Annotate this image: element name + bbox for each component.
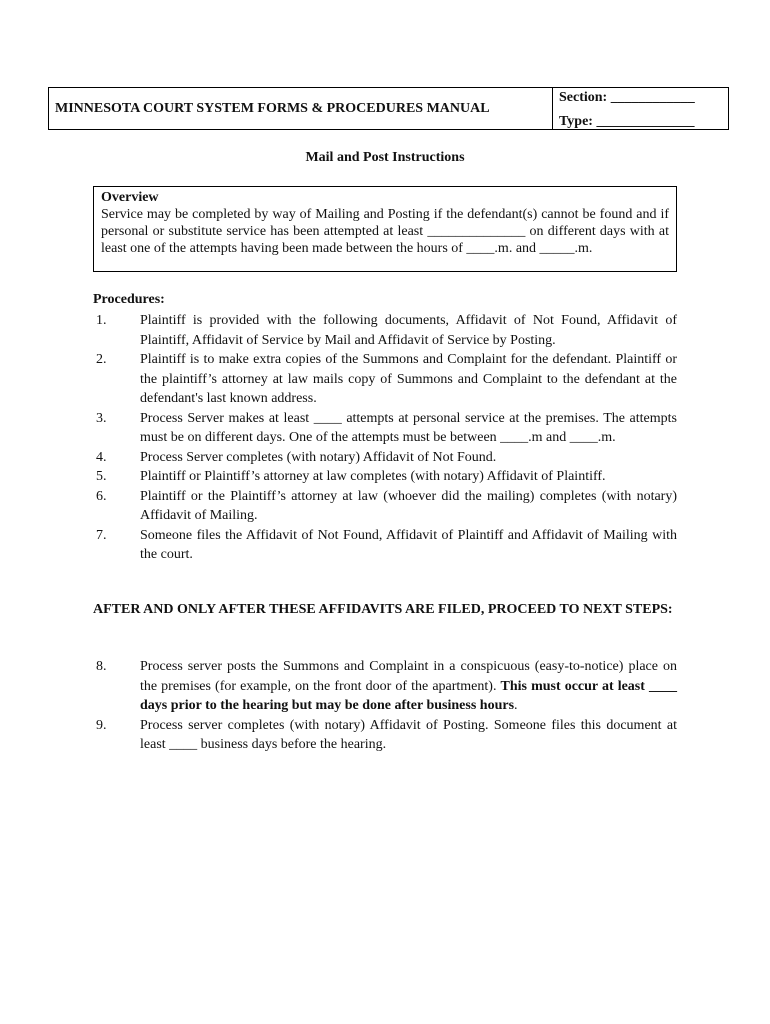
item-number: 2. xyxy=(96,352,107,367)
list-item xyxy=(93,467,677,487)
procedures-heading: Procedures: xyxy=(93,292,165,307)
item-text-end: . xyxy=(514,698,518,713)
header-fields xyxy=(553,88,728,129)
document-title: Mail and Post Instructions xyxy=(305,150,465,165)
list-item xyxy=(93,716,677,755)
item-text: Plaintiff or the Plaintiff’s attorney at law (whoever did the mailing) completes (with notary) Affidavit of Mailing. xyxy=(140,488,677,523)
section-field: Section: ____________ xyxy=(559,90,695,105)
notice-text: AFTER AND ONLY AFTER THESE AFFIDAVITS ARE FILED, PROCEED TO NEXT STEPS: xyxy=(93,602,673,617)
item-text-bold: This must occur at least ____ days prior to the hearing but may be done after business hours xyxy=(140,678,677,713)
item-text: Process Server completes (with notary) Affidavit of Not Found. xyxy=(140,449,497,465)
item-number: 1. xyxy=(96,313,107,328)
item-text: Process server completes (with notary) Affidavit of Posting. Someone files this document at least ____ business days before the hearing. xyxy=(140,717,677,752)
procedures-list xyxy=(93,311,677,565)
item-number: 7. xyxy=(96,527,107,543)
list-item xyxy=(93,350,677,409)
item-number: 4. xyxy=(96,449,107,465)
manual-title: MINNESOTA COURT SYSTEM FORMS & PROCEDURES MANUAL xyxy=(49,88,553,129)
list-item xyxy=(93,526,677,565)
overview-text: Service may be completed by way of Mailing and Posting if the defendant(s) cannot be found and if personal or substitute service has been attempted at least ______________ on different days with at least one of the attempts having been made between the hours of ____.m. and _____.m. xyxy=(101,207,669,256)
item-number: 8. xyxy=(96,659,107,674)
item-text xyxy=(140,657,677,716)
item-number: 9. xyxy=(96,717,107,733)
item-number: 5. xyxy=(96,469,107,484)
overview-box xyxy=(93,186,677,272)
type-field: Type: ______________ xyxy=(559,114,695,129)
item-text: Process Server makes at least ____ attempts at personal service at the premises. The attempts must be on different days. One of the attempts must be between ____.m and ____.m. xyxy=(140,410,677,445)
list-item xyxy=(93,448,677,468)
list-item xyxy=(93,487,677,526)
header-table xyxy=(48,87,729,130)
item-text: Plaintiff is to make extra copies of the Summons and Complaint for the defendant. Plaintiff or the plaintiff’s attorney at law mails copy of Summons and Complaint to the defendant at the defendant's last known address. xyxy=(140,352,677,406)
item-text-plain: Process server posts the Summons and Complaint in a conspicuous (easy-to-notice) place on the premises (for example, on the front door of the apartment). xyxy=(140,659,677,694)
overview-heading: Overview xyxy=(101,190,159,205)
list-item xyxy=(93,657,677,716)
item-number: 6. xyxy=(96,488,107,504)
list-item xyxy=(93,409,677,448)
item-text: Plaintiff is provided with the following documents, Affidavit of Not Found, Affidavit of Plaintiff, Affidavit of Service by Mail and Affidavit of Service by Posting. xyxy=(140,313,677,348)
item-number: 3. xyxy=(96,410,107,426)
item-text: Someone files the Affidavit of Not Found, Affidavit of Plaintiff and Affidavit of Mailing with the court. xyxy=(140,527,677,562)
next-steps-list xyxy=(93,657,677,755)
item-text: Plaintiff or Plaintiff’s attorney at law completes (with notary) Affidavit of Plaintiff. xyxy=(140,469,606,484)
list-item xyxy=(93,311,677,350)
